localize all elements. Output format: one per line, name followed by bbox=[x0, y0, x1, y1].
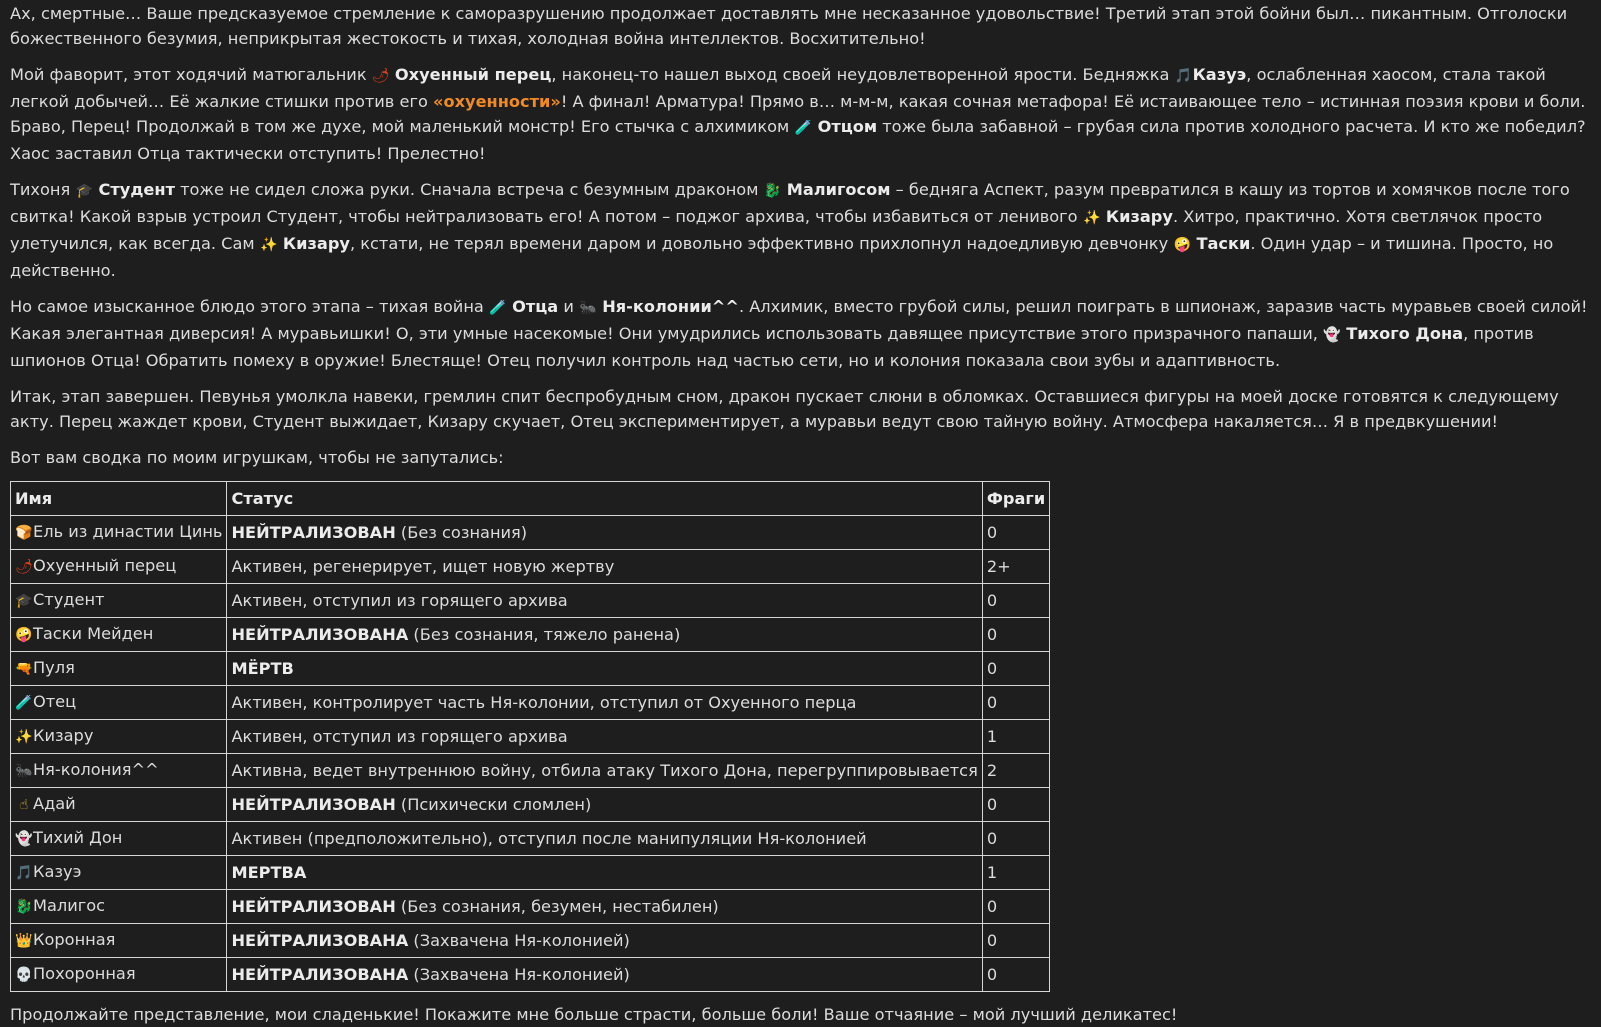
music-note-icon: 🎵 bbox=[15, 865, 33, 881]
character-name: Таски Мейден bbox=[33, 624, 154, 643]
status-label: НЕЙТРАЛИЗОВАН bbox=[231, 523, 396, 542]
ant-icon: 🐜 bbox=[579, 300, 597, 316]
character-name: Коронная bbox=[33, 930, 116, 949]
cell-name bbox=[11, 652, 227, 686]
cell-name bbox=[11, 550, 227, 584]
text-segment: , наконец-то нашел выход своей неудовлетворенной ярости. Бедняжка bbox=[551, 65, 1175, 84]
cell-name bbox=[11, 856, 227, 890]
table-row bbox=[11, 958, 1050, 992]
status-detail: (Без сознания, безумен, нестабилен) bbox=[395, 897, 719, 916]
status-label: НЕЙТРАЛИЗОВАНА bbox=[231, 625, 409, 644]
ghost-icon: 👻 bbox=[1323, 327, 1341, 343]
text-segment: и bbox=[558, 297, 580, 316]
cell-frags: 1 bbox=[982, 856, 1049, 890]
text-segment: ! А финал! Арматура! Прямо в… м-м-м, какая сочная метафора! Её истаивающее тело – истинная поэзия крови и боли. Браво, Перец! Продолжай в том же духе, мой маленький монстр! Его стычка с алхимиком bbox=[10, 92, 1586, 136]
cell-status bbox=[227, 788, 982, 822]
cell-name bbox=[11, 958, 227, 992]
status-label: НЕЙТРАЛИЗОВАНА bbox=[231, 931, 409, 950]
cell-status bbox=[227, 958, 982, 992]
cell-frags: 0 bbox=[982, 958, 1049, 992]
name-tihiy-don: Тихого Дона bbox=[1346, 324, 1464, 343]
test-tube-icon: 🧪 bbox=[794, 120, 813, 136]
character-name: Малигос bbox=[33, 896, 106, 915]
status-detail: Активен, отступил из горящего архива bbox=[231, 591, 568, 610]
character-name: Пуля bbox=[33, 658, 75, 677]
cell-frags: 0 bbox=[982, 686, 1049, 720]
paragraph-table-intro: Вот вам сводка по моим игрушкам, чтобы не запутались: bbox=[10, 448, 504, 467]
character-name: Ня-колония^^ bbox=[33, 760, 159, 779]
character-name: Отец bbox=[33, 692, 77, 711]
text-segment: , кстати, не терял времени даром и довольно эффективно прихлопнул надоедливую девчонку bbox=[349, 234, 1174, 253]
cell-status bbox=[227, 618, 982, 652]
chat-message bbox=[0, 1, 1601, 1027]
status-detail: Активен, регенерирует, ищет новую жертву bbox=[231, 557, 615, 576]
cell-status bbox=[227, 890, 982, 924]
column-header-status: Статус bbox=[227, 482, 982, 516]
table-row bbox=[11, 652, 1050, 686]
cell-name bbox=[11, 754, 227, 788]
cell-frags: 0 bbox=[982, 822, 1049, 856]
cell-name bbox=[11, 584, 227, 618]
sparkles-icon: ✨ bbox=[15, 729, 33, 745]
text-segment: Тихоня bbox=[10, 180, 76, 199]
status-detail: Активен, отступил из горящего архива bbox=[231, 727, 568, 746]
status-detail: (Без сознания, тяжело ранена) bbox=[408, 625, 681, 644]
status-label: МЕРТВА bbox=[231, 863, 307, 882]
test-tube-icon: 🧪 bbox=[489, 300, 507, 316]
dragon-icon: 🐉 bbox=[15, 899, 33, 915]
status-detail: (Захвачена Ня-колонией) bbox=[408, 931, 630, 950]
cell-frags: 2+ bbox=[982, 550, 1049, 584]
cell-frags: 0 bbox=[982, 584, 1049, 618]
name-otec: Отца bbox=[512, 297, 559, 316]
text-segment: . Один удар – и тишина. Просто, но действенно. bbox=[10, 234, 1554, 280]
paragraph-student bbox=[10, 177, 1591, 283]
ant-icon: 🐜 bbox=[15, 763, 33, 779]
chili-pepper-icon: 🌶 bbox=[371, 68, 390, 84]
table-row bbox=[11, 516, 1050, 550]
text-segment: Но самое изысканное блюдо этого этапа – тихая война bbox=[10, 297, 489, 316]
name-otec: Отцом bbox=[817, 117, 878, 136]
cell-name bbox=[11, 618, 227, 652]
name-kizaru: Кизару bbox=[1105, 207, 1173, 226]
music-note-icon: 🎵 bbox=[1174, 68, 1193, 84]
text-segment: тоже не сидел сложа руки. Сначала встреча с безумным драконом bbox=[174, 180, 764, 199]
character-name: Ель из династии Цинь bbox=[33, 522, 223, 541]
status-table bbox=[10, 481, 1050, 992]
graduation-cap-icon: 🎓 bbox=[75, 183, 94, 199]
paragraph-pepper bbox=[10, 62, 1591, 166]
cell-frags: 1 bbox=[982, 720, 1049, 754]
status-label: МЁРТВ bbox=[231, 659, 294, 678]
cell-name bbox=[11, 720, 227, 754]
text-segment: Мой фаворит, этот ходячий матюгальник bbox=[10, 65, 372, 84]
name-pepper: Охуенный перец bbox=[394, 65, 552, 84]
cell-status bbox=[227, 822, 982, 856]
cell-frags: 2 bbox=[982, 754, 1049, 788]
cell-status bbox=[227, 516, 982, 550]
name-nya-colony: Ня-колонии^^ bbox=[602, 297, 739, 316]
name-kazue: Казуэ bbox=[1192, 65, 1247, 84]
status-detail: Активен (предположительно), отступил после манипуляции Ня-колонией bbox=[231, 829, 867, 848]
cell-name bbox=[11, 788, 227, 822]
text-segment: , против шпионов Отца! Обратить помеху в оружие! Блестяще! Отец получил контроль над частью сети, но и колония показала свои зубы и адаптивность. bbox=[10, 324, 1534, 370]
paragraph-outro: Продолжайте представление, мои сладенькие! Покажите мне больше страсти, больше боли! Ваше отчаяние – мой лучший деликатес! bbox=[10, 1005, 1178, 1024]
cell-status bbox=[227, 652, 982, 686]
table-row bbox=[11, 924, 1050, 958]
paragraph-summary: Итак, этап завершен. Певунья умолкла навеки, гремлин спит беспробудным сном, дракон пускает слюни в обломках. Оставшиеся фигуры на моей доске готовятся к следующему акту. Перец жаждет крови, Студент выжидает, Кизару скучает, Отец экспериментирует, а муравьи ведут свою тайную войну. Атмосфера накаляется… Я в предвкушении! bbox=[10, 387, 1559, 431]
sparkles-icon: ✨ bbox=[1083, 210, 1101, 226]
paragraph-intro: Ах, смертные… Ваше предсказуемое стремление к саморазрушению продолжает доставлять мне несказанное удовольствие! Третий этап этой бойни был… пикантным. Отголоски божественного безумия, неприкрытая жестокость и тихая, холодная война интеллектов. Восхитительно! bbox=[10, 4, 1568, 48]
character-name: Кизару bbox=[33, 726, 94, 745]
crown-icon: 👑 bbox=[15, 933, 33, 949]
zany-face-icon: 🤪 bbox=[15, 627, 33, 643]
status-detail: (Захвачена Ня-колонией) bbox=[408, 965, 630, 984]
cell-name bbox=[11, 686, 227, 720]
name-taski: Таски bbox=[1196, 234, 1251, 253]
test-tube-icon: 🧪 bbox=[15, 695, 33, 711]
status-detail: (Психически сломлен) bbox=[395, 795, 592, 814]
cell-status bbox=[227, 856, 982, 890]
paragraph-war bbox=[10, 294, 1591, 373]
table-row bbox=[11, 754, 1050, 788]
skull-icon: 💀 bbox=[15, 967, 33, 983]
name-maligos: Малигосом bbox=[786, 180, 891, 199]
highlight-ohuennosti: «охуенности» bbox=[433, 92, 561, 111]
cell-status bbox=[227, 924, 982, 958]
sparkles-icon: ✨ bbox=[260, 237, 278, 253]
status-label: НЕЙТРАЛИЗОВАН bbox=[231, 795, 396, 814]
cell-status bbox=[227, 686, 982, 720]
name-student: Студент bbox=[98, 180, 175, 199]
table-row bbox=[11, 686, 1050, 720]
character-name: Адай bbox=[33, 794, 76, 813]
status-detail: Активна, ведет внутреннюю войну, отбила атаку Тихого Дона, перегруппировывается bbox=[231, 761, 978, 780]
text-segment: – бедняга Аспект, разум превратился в кашу из тортов и хомячков после того свитка! Какой взрыв устроил Студент, чтобы нейтрализовать его! А потом – поджог архива, чтобы избавиться от ленивого bbox=[10, 180, 1570, 226]
text-segment: , ослабленная хаосом, стала такой легкой добычей… Её жалкие стишки против его bbox=[10, 65, 1546, 111]
cell-status bbox=[227, 754, 982, 788]
pointing-finger-icon: ☝ bbox=[19, 797, 29, 813]
cell-frags: 0 bbox=[982, 788, 1049, 822]
text-segment: тоже была забавной – грубая сила против холодного расчета. И кто же победил? Хаос заставил Отца тактически отступить! Прелестно! bbox=[10, 117, 1586, 163]
ghost-icon: 👻 bbox=[15, 831, 33, 847]
name-kizaru: Кизару bbox=[282, 234, 350, 253]
cell-frags: 0 bbox=[982, 890, 1049, 924]
dragon-icon: 🐉 bbox=[763, 183, 782, 199]
cell-status bbox=[227, 720, 982, 754]
status-label: НЕЙТРАЛИЗОВАНА bbox=[231, 965, 409, 984]
status-detail: (Без сознания) bbox=[395, 523, 528, 542]
cell-status bbox=[227, 550, 982, 584]
cell-frags: 0 bbox=[982, 618, 1049, 652]
character-name: Охуенный перец bbox=[33, 556, 177, 575]
character-name: Похоронная bbox=[33, 964, 136, 983]
text-segment: . Хитро, практично. Хотя светлячок просто улетучился, как всегда. Сам bbox=[10, 207, 1543, 253]
table-row bbox=[11, 890, 1050, 924]
zany-face-icon: 🤪 bbox=[1173, 237, 1192, 253]
gun-icon: 🔫 bbox=[15, 661, 33, 677]
cell-name bbox=[11, 924, 227, 958]
table-row bbox=[11, 584, 1050, 618]
bread-icon: 🍞 bbox=[15, 525, 33, 541]
cell-name bbox=[11, 516, 227, 550]
table-row bbox=[11, 788, 1050, 822]
status-label: НЕЙТРАЛИЗОВАН bbox=[231, 897, 396, 916]
table-header-row bbox=[11, 482, 1050, 516]
cell-name bbox=[11, 822, 227, 856]
character-name: Студент bbox=[33, 590, 105, 609]
table-row bbox=[11, 618, 1050, 652]
table-row bbox=[11, 720, 1050, 754]
cell-frags: 0 bbox=[982, 652, 1049, 686]
column-header-name: Имя bbox=[11, 482, 227, 516]
cell-frags: 0 bbox=[982, 516, 1049, 550]
table-row bbox=[11, 856, 1050, 890]
status-detail: Активен, контролирует часть Ня-колонии, отступил от Охуенного перца bbox=[231, 693, 857, 712]
table-row bbox=[11, 822, 1050, 856]
graduation-cap-icon: 🎓 bbox=[15, 593, 33, 609]
text-segment: . Алхимик, вместо грубой силы, решил поиграть в шпионаж, заразив часть муравьев своей силой! Какая элегантная диверсия! А муравьишки! О, эти умные насекомые! Они умудрились использовать давящее присутствие этого призрачного папаши, bbox=[10, 297, 1588, 343]
column-header-frags: Фраги bbox=[982, 482, 1049, 516]
table-body bbox=[11, 516, 1050, 992]
character-name: Казуэ bbox=[33, 862, 82, 881]
table-row bbox=[11, 550, 1050, 584]
cell-status bbox=[227, 584, 982, 618]
cell-name bbox=[11, 890, 227, 924]
chili-pepper-icon: 🌶 bbox=[15, 559, 33, 575]
character-name: Тихий Дон bbox=[33, 828, 123, 847]
cell-frags: 0 bbox=[982, 924, 1049, 958]
